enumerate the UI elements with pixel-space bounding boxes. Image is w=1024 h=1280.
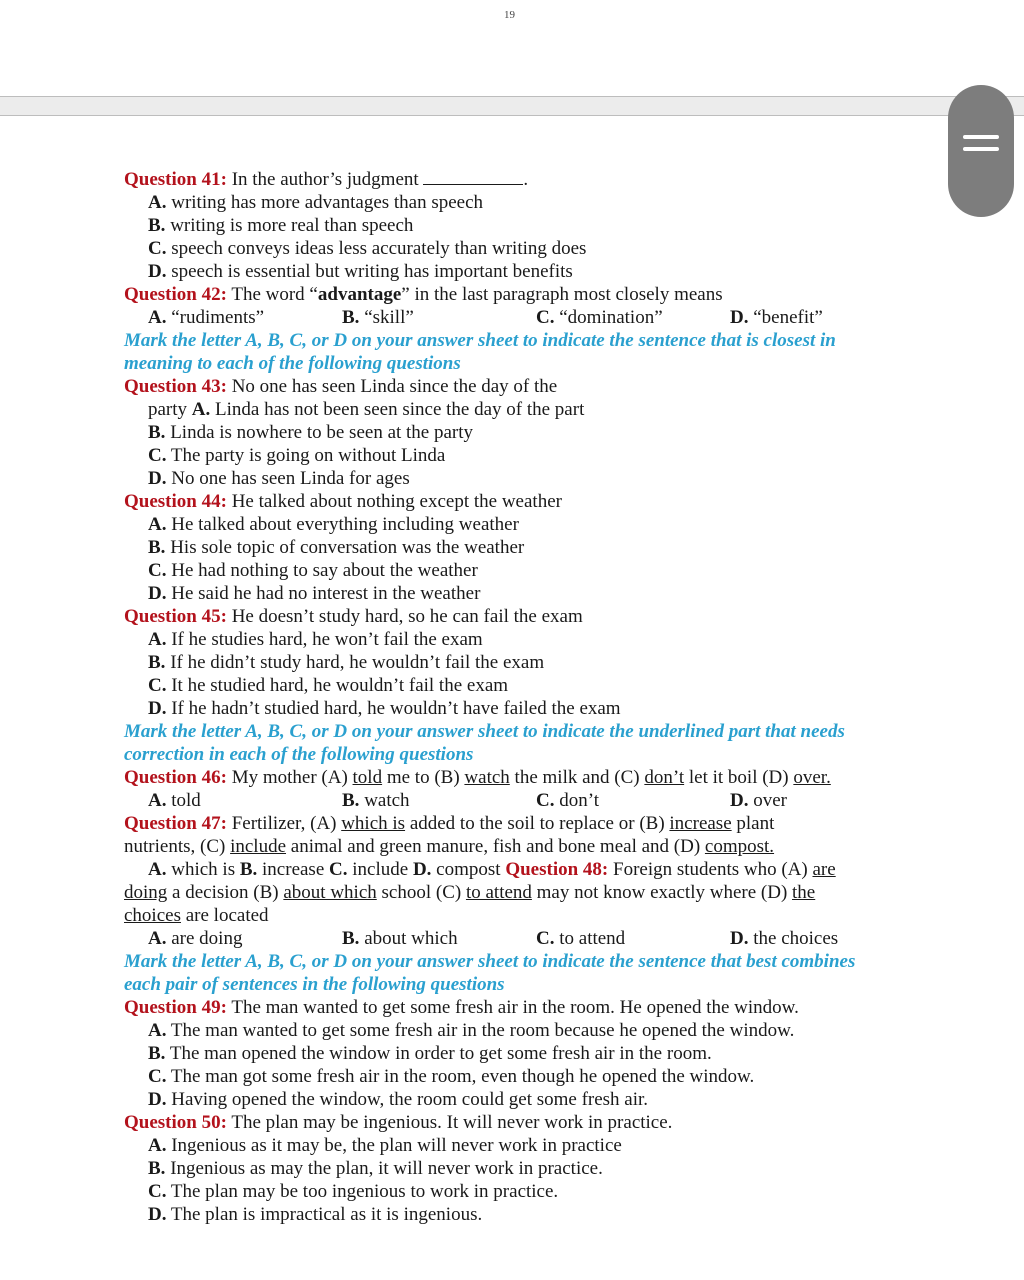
page-separator — [0, 97, 1024, 116]
option-a: A. The man wanted to get some fresh air in the room because he opened the window. — [148, 1020, 795, 1041]
question-label: Question 44: — [124, 491, 227, 512]
question-48-stem-continued: doing a decision (B) about which school (C) to attend may not know exactly where (D) the — [124, 882, 816, 903]
question-41-stem — [124, 168, 924, 191]
question-42-stem — [124, 283, 924, 306]
option-a: A. are doing — [148, 928, 243, 949]
option-row — [124, 306, 924, 329]
underlined-part: are — [812, 859, 836, 880]
question-text: In the author’s judgment — [226, 169, 424, 190]
option-c: C. “domination” — [536, 307, 663, 328]
option-d: D. The plan is impractical as it is ingenious. — [148, 1204, 483, 1225]
question-47-options-and-48-stem: A. which is B. increase C. include D. compost Question 48: Foreign students who (A) are — [148, 859, 836, 880]
question-label: Question 43: — [124, 376, 227, 397]
exam-page — [124, 168, 924, 1226]
option-d: D. the choices — [730, 928, 839, 949]
underlined-part: choices — [124, 905, 181, 926]
answer-blank — [423, 168, 523, 185]
question-44-stem — [124, 490, 924, 513]
option-c: C. to attend — [536, 928, 626, 949]
underlined-part: compost. — [704, 836, 775, 857]
option-a: A. Ingenious as it may be, the plan will never work in practice — [148, 1135, 622, 1156]
underlined-part: told — [352, 767, 383, 788]
option-c: C. It he studied hard, he wouldn’t fail the exam — [148, 675, 509, 696]
option-b: B. The man opened the window in order to get some fresh air in the room. — [148, 1043, 712, 1064]
question-label: Question 46: — [124, 767, 227, 788]
option-d: D. speech is essential but writing has important benefits — [148, 261, 573, 282]
option-d: D. Having opened the window, the room could get some fresh air. — [148, 1089, 649, 1110]
question-text: He talked about nothing except the weather — [226, 491, 562, 512]
question-label: Question 45: — [124, 606, 227, 627]
question-label: Question 41: — [124, 169, 227, 190]
grip-line-icon — [963, 135, 999, 139]
option-a: A. told — [148, 790, 201, 811]
option-a: A. He talked about everything including weather — [148, 514, 519, 535]
previous-page — [0, 0, 1024, 97]
option-b: B. Linda is nowhere to be seen at the party — [148, 422, 474, 443]
option-b: B. watch — [342, 790, 410, 811]
section-instruction: meaning to each of the following questions — [124, 353, 461, 374]
option-c: C. He had nothing to say about the weather — [148, 560, 478, 581]
underlined-part: to attend — [465, 882, 532, 903]
question-text-end: . — [523, 169, 529, 190]
underlined-part: the — [792, 882, 816, 903]
page-number: 19 — [504, 9, 515, 21]
question-text: ” in the last paragraph most closely means — [401, 284, 723, 305]
question-label: Question 49: — [124, 997, 227, 1018]
option-row — [124, 789, 924, 812]
option-a: A. “rudiments” — [148, 307, 265, 328]
question-47-stem-continued: nutrients, (C) include animal and green manure, fish and bone meal and (D) compost. — [124, 836, 775, 857]
option-c: C. speech conveys ideas less accurately than writing does — [148, 238, 587, 259]
option-b: B. Ingenious as may the plan, it will never work in practice. — [148, 1158, 603, 1179]
fast-scroll-handle[interactable] — [948, 85, 1014, 217]
question-text: The man wanted to get some fresh air in the room. He opened the window. — [226, 997, 799, 1018]
option-c: C. The man got some fresh air in the room, even though he opened the window. — [148, 1066, 755, 1087]
question-text: The word “ — [226, 284, 318, 305]
question-label: Question 48: — [505, 859, 609, 880]
question-47-stem: Question 47: Fertilizer, (A) which is added to the soil to replace or (B) increase plant — [124, 813, 775, 834]
option-row — [124, 927, 924, 950]
question-label: Question 47: — [124, 813, 227, 834]
question-43-continued: party A. Linda has not been seen since the day of the part — [148, 399, 585, 420]
question-43-stem — [124, 375, 924, 398]
question-46-stem: Question 46: My mother (A) told me to (B) watch the milk and (C) don’t let it boil (D) over. — [124, 767, 831, 788]
option-c: C. don’t — [536, 790, 599, 811]
option-d: D. If he hadn’t studied hard, he wouldn’t have failed the exam — [148, 698, 621, 719]
option-d: D. No one has seen Linda for ages — [148, 468, 410, 489]
option-a: A. writing has more advantages than speech — [148, 192, 484, 213]
underlined-part: doing — [124, 882, 168, 903]
option-d: D. over — [730, 790, 787, 811]
section-instruction: Mark the letter A, B, C, or D on your answer sheet to indicate the underlined part that needs — [124, 721, 845, 742]
question-text: No one has seen Linda since the day of the — [226, 376, 558, 397]
option-b: B. If he didn’t study hard, he wouldn’t fail the exam — [148, 652, 545, 673]
section-instruction: Mark the letter A, B, C, or D on your answer sheet to indicate the sentence that is closest in — [124, 330, 836, 351]
key-word: advantage — [317, 284, 402, 305]
option-c: C. The party is going on without Linda — [148, 445, 446, 466]
question-text: The plan may be ingenious. It will never work in practice. — [226, 1112, 673, 1133]
underlined-part: watch — [464, 767, 510, 788]
option-c: C. The plan may be too ingenious to work in practice. — [148, 1181, 559, 1202]
section-instruction: each pair of sentences in the following questions — [124, 974, 505, 995]
underlined-part: don’t — [644, 767, 685, 788]
question-label: Question 50: — [124, 1112, 227, 1133]
section-instruction: correction in each of the following questions — [124, 744, 474, 765]
section-instruction: Mark the letter A, B, C, or D on your answer sheet to indicate the sentence that best combines — [124, 951, 856, 972]
question-48-stem-end: choices are located — [124, 905, 269, 926]
underlined-part: increase — [669, 813, 732, 834]
underlined-part: which is — [341, 813, 406, 834]
option-b: B. “skill” — [342, 307, 414, 328]
question-text: He doesn’t study hard, so he can fail the exam — [226, 606, 583, 627]
question-49-stem — [124, 996, 924, 1019]
question-45-stem — [124, 605, 924, 628]
option-b: B. His sole topic of conversation was the weather — [148, 537, 525, 558]
question-50-stem — [124, 1111, 924, 1134]
option-d: D. He said he had no interest in the weather — [148, 583, 481, 604]
option-b: B. writing is more real than speech — [148, 215, 414, 236]
question-label: Question 42: — [124, 284, 227, 305]
underlined-part: about which — [283, 882, 377, 903]
option-d: D. “benefit” — [730, 307, 823, 328]
option-b: B. about which — [342, 928, 458, 949]
underlined-part: include — [230, 836, 287, 857]
option-a: A. If he studies hard, he won’t fail the exam — [148, 629, 483, 650]
grip-line-icon — [963, 147, 999, 151]
underlined-part: over. — [793, 767, 831, 788]
